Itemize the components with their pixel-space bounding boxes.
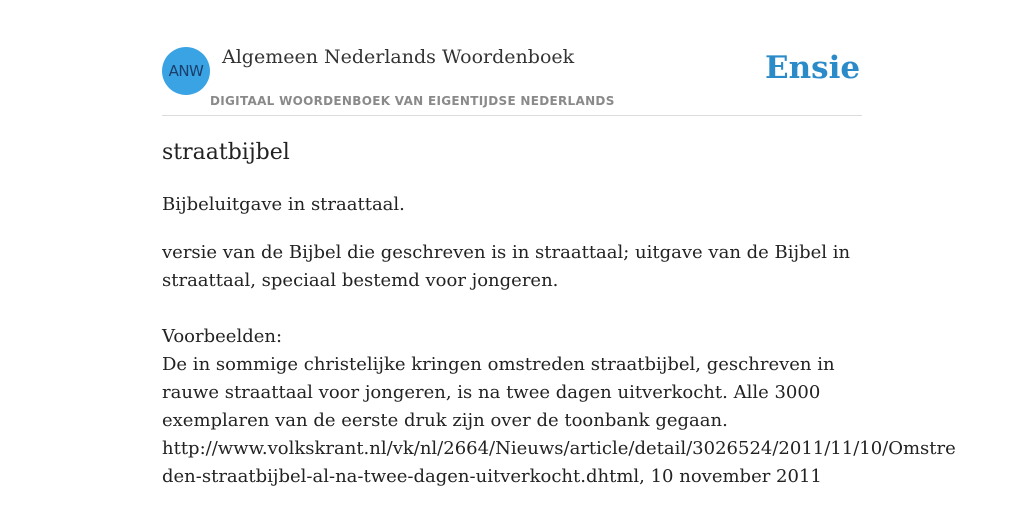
example-text: De in sommige christelijke kringen omstreden straatbijbel, geschreven in rauwe straattaal voor jongeren, is na twee dagen uitverkocht. Alle 3000 exemplaren van de eerste druk zijn over de toonbank gegaan.: [162, 354, 835, 431]
site-subtitle: DIGITAAL WOORDENBOEK VAN EIGENTIJDSE NEDERLANDS: [210, 94, 615, 108]
example-source: http://www.volkskrant.nl/vk/nl/2664/Nieuws/article/detail/3026524/2011/11/10/Omstreden-straatbijbel-al-na-twee-dagen-uitverkocht.dhtml, 10 november 2011: [162, 438, 956, 487]
entry-short-definition: Bijbeluitgave in straattaal.: [162, 194, 405, 215]
site-title[interactable]: Algemeen Nederlands Woordenboek: [222, 46, 575, 68]
ensie-brand-logo[interactable]: Ensie: [765, 50, 861, 86]
entry-definition: versie van de Bijbel die geschreven is in straattaal; uitgave van de Bijbel in straattaal, speciaal bestemd voor jongeren.: [162, 242, 851, 291]
entry-headword: straatbijbel: [162, 140, 290, 165]
header-divider: [162, 115, 862, 116]
anw-logo[interactable]: ANW: [162, 47, 210, 95]
examples-label: Voorbeelden:: [162, 326, 283, 347]
